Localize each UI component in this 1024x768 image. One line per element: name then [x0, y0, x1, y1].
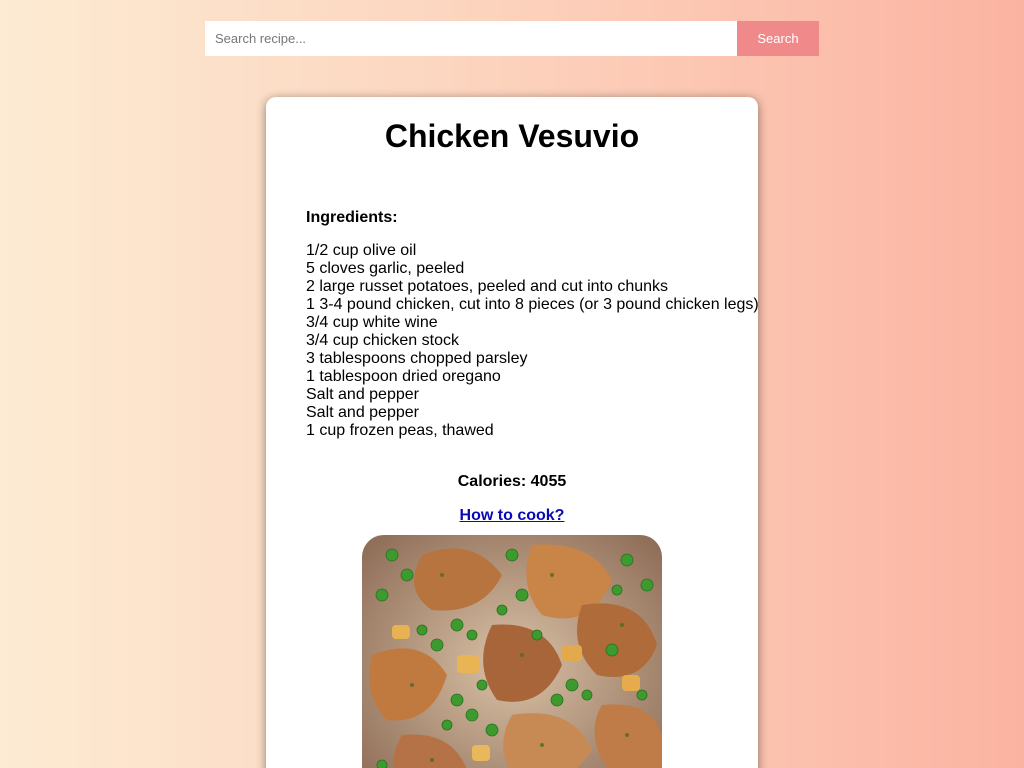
ingredient-item: Salt and pepper	[306, 404, 419, 421]
how-to-cook-container	[0, 507, 1024, 525]
ingredients-list	[306, 242, 759, 440]
ingredient-item: 1 tablespoon dried oregano	[306, 368, 501, 385]
search-bar	[205, 21, 819, 56]
calories-label: Calories: 4055	[457, 473, 567, 490]
ingredient-item: 2 large russet potatoes, peeled and cut into chunks	[306, 278, 669, 295]
search-button[interactable]: Search	[737, 21, 819, 56]
chicken-dish-illustration	[362, 535, 662, 768]
how-to-cook-link[interactable]: How to cook?	[459, 507, 565, 524]
ingredient-item: 1 3-4 pound chicken, cut into 8 pieces (or 3 pound chicken legs)	[306, 296, 759, 313]
ingredients-heading: Ingredients:	[306, 209, 398, 226]
ingredient-item: 3/4 cup chicken stock	[306, 332, 459, 349]
ingredient-item: 3 tablespoons chopped parsley	[306, 350, 528, 367]
search-input[interactable]	[205, 21, 737, 56]
recipe-title: Chicken Vesuvio	[384, 118, 640, 154]
ingredient-item: 5 cloves garlic, peeled	[306, 260, 465, 277]
recipe-image	[362, 535, 662, 768]
ingredient-item: Salt and pepper	[306, 386, 419, 403]
ingredient-item: 3/4 cup white wine	[306, 314, 438, 331]
ingredient-item: 1/2 cup olive oil	[306, 242, 417, 259]
ingredient-item: 1 cup frozen peas, thawed	[306, 422, 494, 439]
